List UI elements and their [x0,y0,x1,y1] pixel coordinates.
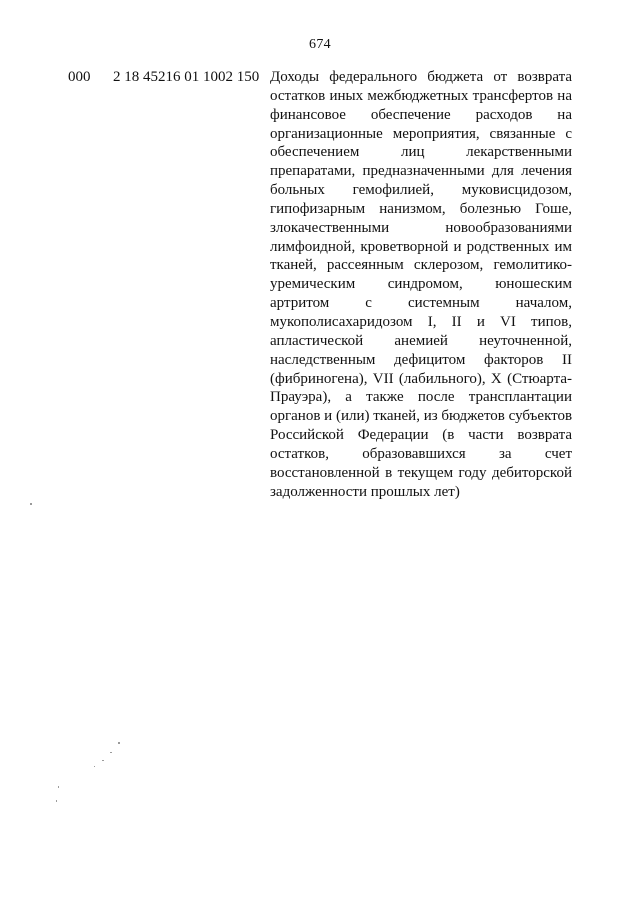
description-line: организационные мероприятия, связанные с [270,125,572,142]
description-line: задолженности прошлых лет) [270,483,460,500]
description-line: обеспечением лиц лекарственными [270,144,572,161]
description-line: мукополисахаридозом I, II и VI типов, [270,313,572,330]
description-line: Российской Федерации (в части возврата [270,427,572,444]
income-description [270,68,572,501]
description-line: восстановленной в текущем году дебиторской [270,464,572,481]
description-line: тканей, рассеянным склерозом, гемолитико- [270,257,572,274]
description-line: артритом с системным началом, [270,295,572,312]
scan-speck [94,766,95,767]
description-line: Прауэра), а также после трансплантации [270,389,572,406]
description-line: финансовое обеспечение расходов на [270,106,572,123]
description-line: апластической анемией неуточненной, [270,332,572,349]
description-line: лимфоидной, кроветворной и родственных им [270,238,572,255]
administrator-code: 000 [68,69,91,85]
description-line: злокачественными новообразованиями [270,219,572,236]
description-line: остатков, образовавшихся за счет [270,445,572,462]
income-classification-code: 2 18 45216 01 1002 150 [113,69,260,85]
scan-speck [110,752,112,753]
scan-speck [118,742,120,744]
description-line: Доходы федерального бюджета от возврата [270,69,572,85]
scan-speck [102,760,104,761]
description-line: гипофизарным нанизмом, болезнью Гоше, [270,200,572,217]
description-line: (фибриногена), VII (лабильного), X (Стюарта- [270,370,572,387]
page-number: 674 [309,37,331,52]
description-line: остатков иных межбюджетных трансфертов на [270,87,572,104]
scan-speck [56,800,57,802]
description-line: больных гемофилией, муковисцидозом, [270,182,572,199]
scan-speck [30,503,32,505]
scan-speck [58,786,59,788]
description-line: органов и (или) тканей, из бюджетов субъектов [270,408,573,425]
description-line: уремическим синдромом, юношеским [270,276,572,293]
description-line: наследственным дефицитом факторов II [270,351,572,368]
description-line: препаратами, предназначенными для лечения [270,163,572,180]
